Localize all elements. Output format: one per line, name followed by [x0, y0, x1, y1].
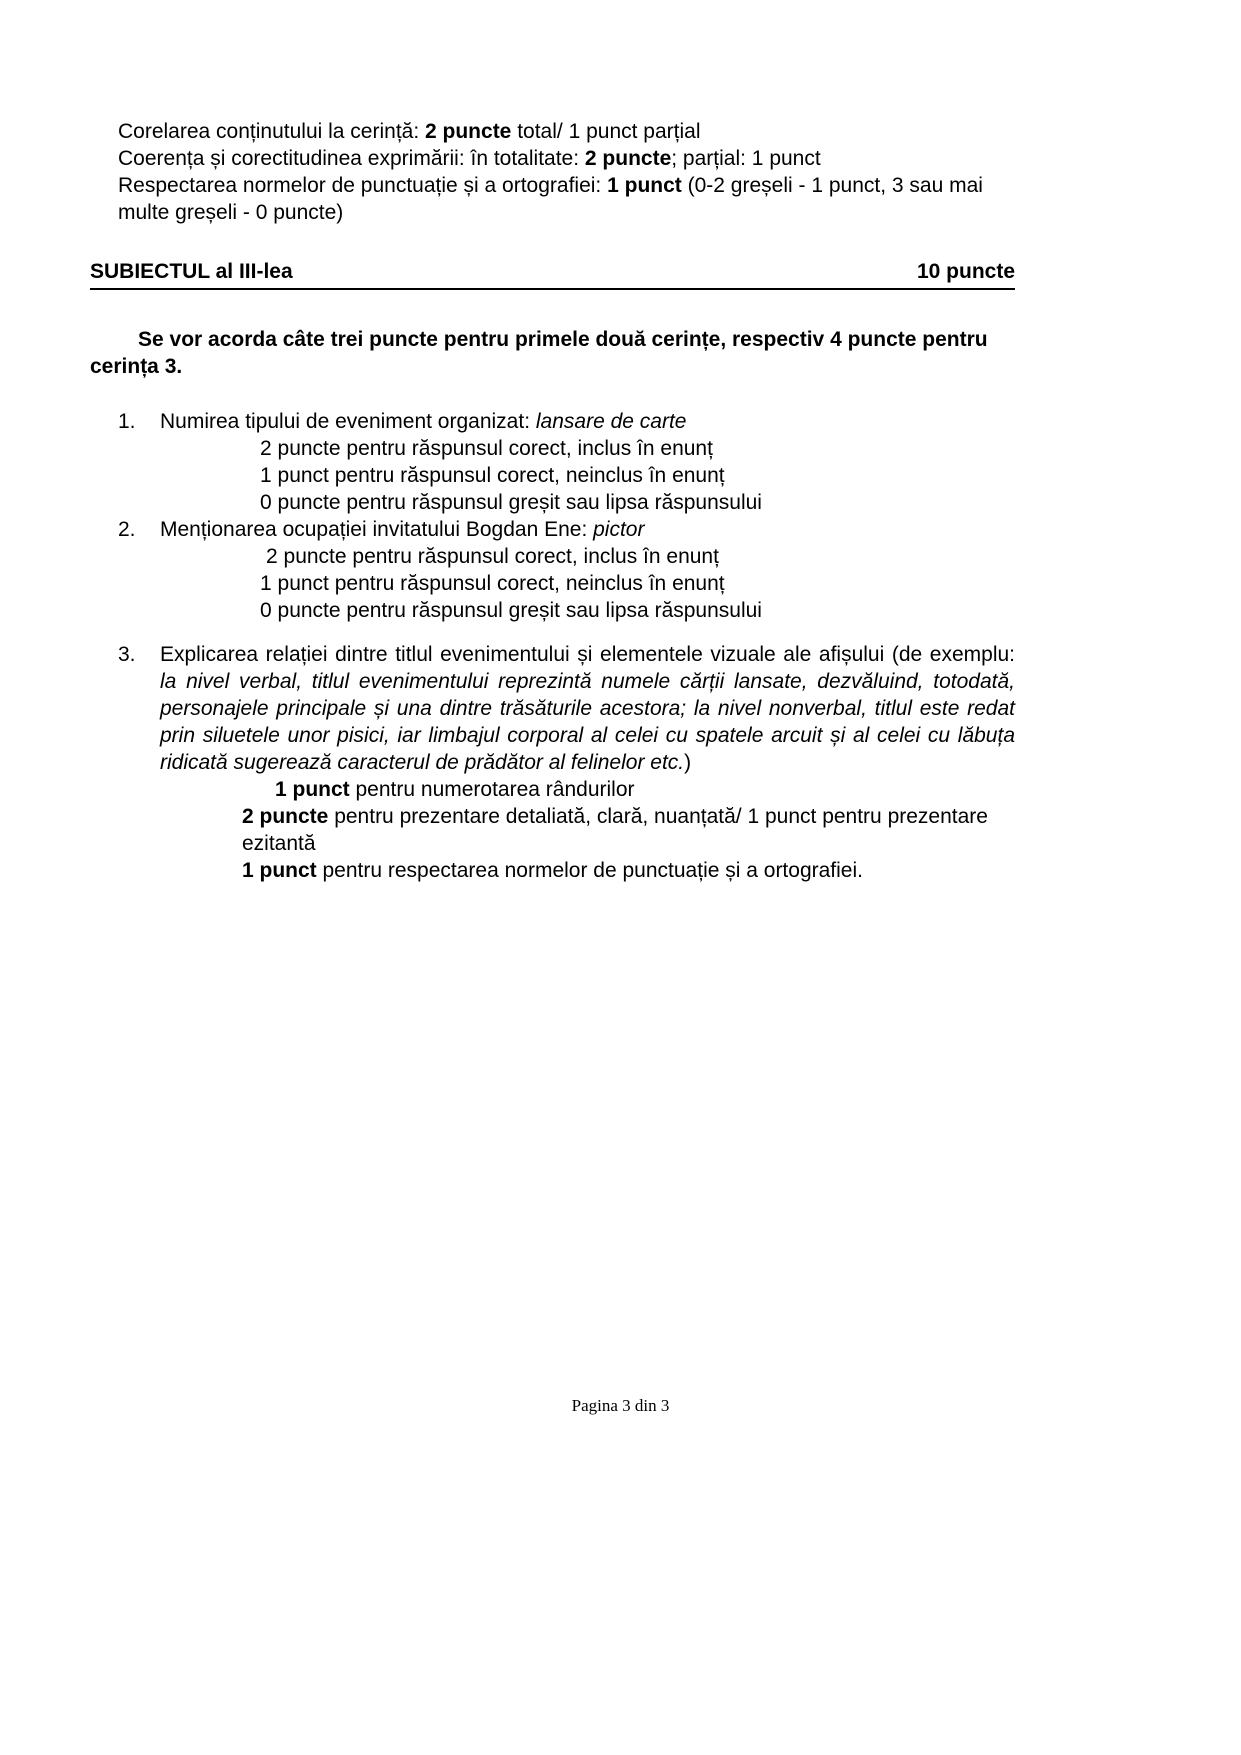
text-run: Corelarea conținutului la cerință:	[118, 120, 426, 143]
item-body	[160, 516, 1015, 624]
item-paragraph	[160, 641, 1015, 776]
text-run: Numirea tipului de eveniment organizat:	[160, 410, 536, 433]
text-run: Explicarea relației dintre titlul evenimentului și elementele vizuale ale afișului (de exemplu:	[160, 643, 1015, 666]
rubric-line	[160, 462, 1015, 489]
item-body	[160, 408, 1015, 516]
text-run: pentru numerotarea rândurilor	[349, 778, 635, 801]
rubric-line	[160, 489, 1015, 516]
section-title: SUBIECTUL al III-lea	[90, 260, 293, 283]
intro-line	[118, 118, 1015, 145]
text-run: (0-2 greșeli - 1 punct, 3 sau mai multe greșeli - 0 puncte)	[118, 174, 983, 224]
text-run: Coerența și corectitudinea exprimării: în totalitate:	[118, 147, 585, 170]
text-run: 1 punct	[242, 859, 317, 882]
item-heading	[160, 408, 1015, 435]
text-run: 2 puncte	[242, 805, 329, 828]
intro-line	[118, 145, 1015, 172]
text-run: 2 puncte pentru răspunsul corect, inclus în enunț	[260, 437, 713, 460]
text-run: 1 punct pentru răspunsul corect, neinclus în enunț	[260, 464, 725, 487]
text-run: lansare de carte	[535, 410, 687, 433]
list-item-3	[90, 641, 1015, 884]
rubric-line	[160, 435, 1015, 462]
text-run: Respectarea normelor de punctuație și a ortografiei:	[118, 174, 608, 197]
text-run: pentru prezentare detaliată, clară, nuanțată/ 1 punct pentru prezentare ezitantă	[242, 805, 988, 855]
text-run: 2 puncte	[425, 120, 512, 143]
text-run: )	[684, 751, 692, 774]
text-run: 0 puncte pentru răspunsul greșit sau lipsa răspunsului	[260, 491, 762, 514]
rubric-line	[160, 776, 1015, 803]
rubric-line	[160, 597, 1015, 624]
lead-paragraph: Se vor acorda câte trei puncte pentru primele două cerințe, respectiv 4 puncte pentru cerința 3.	[90, 328, 988, 378]
item-number: 3.	[118, 643, 136, 666]
text-run: 1 punct pentru răspunsul corect, neinclus în enunț	[260, 572, 725, 595]
text-run: pictor	[593, 518, 645, 541]
text-run: total/ 1 punct parțial	[511, 120, 701, 143]
text-run: 2 puncte pentru răspunsul corect, inclus în enunț	[266, 545, 719, 568]
scoring-intro	[90, 118, 1015, 226]
item-number: 1.	[118, 410, 136, 433]
text-run: 1 punct	[275, 778, 350, 801]
rubric-line	[160, 803, 1015, 857]
text-run: pentru respectarea normelor de punctuație și a ortografiei.	[316, 859, 863, 882]
list-item-2	[90, 516, 1015, 624]
footer-page-number: Pagina 3 din 3	[571, 1396, 670, 1415]
criteria-list	[90, 408, 1015, 884]
section-header	[90, 258, 1015, 290]
section-points: 10 puncte	[916, 260, 1015, 283]
text-run: 2 puncte	[584, 147, 672, 170]
text-run: ; parțial: 1 punct	[671, 147, 821, 170]
text-run: 0 puncte pentru răspunsul greșit sau lipsa răspunsului	[260, 599, 762, 622]
rubric-line	[160, 543, 1015, 570]
intro-line	[118, 172, 1015, 226]
item-number: 2.	[118, 518, 136, 541]
text-run: la nivel verbal, titlul evenimentului reprezintă numele cărții lansate, dezvăluind, totodată, personajele principale și una dintre trăsăturile acestora; la nivel nonverbal, titlul este redat prin siluetele unor pisici, iar limbajul corporal al celei cu spatele arcuit și al celei cu lăbuța ridicată sugerează caracterul de prădător al felinelor etc.	[160, 670, 1015, 774]
rubric-line	[160, 570, 1015, 597]
text-run: 1 punct	[607, 174, 682, 197]
item-body	[160, 641, 1015, 884]
rubric-line	[160, 857, 1015, 884]
item-heading	[160, 516, 1015, 543]
text-run: Menționarea ocupației invitatului Bogdan Ene:	[160, 518, 594, 541]
page-content	[90, 118, 1015, 884]
list-item-1	[90, 408, 1015, 516]
